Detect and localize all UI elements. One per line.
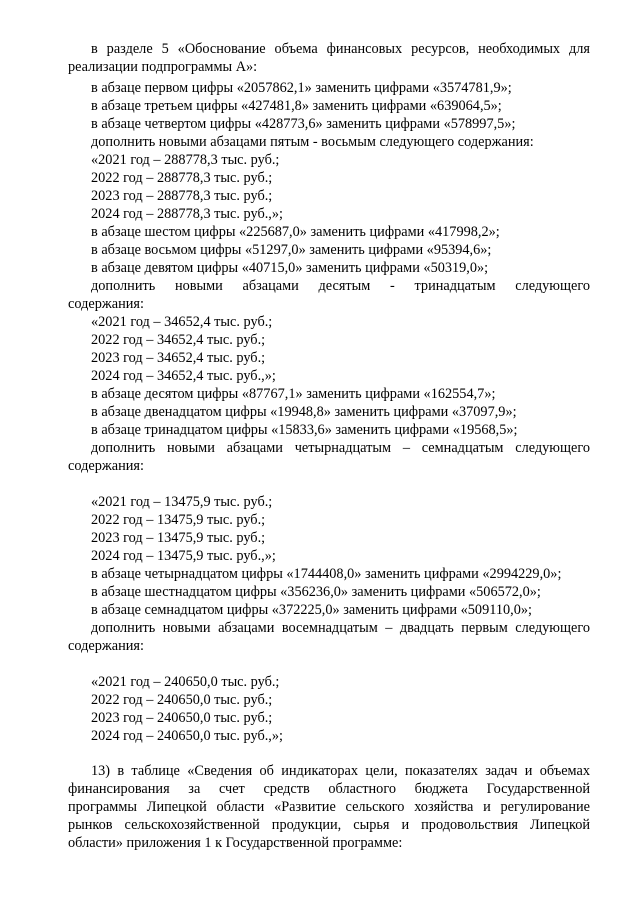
text-line: в абзаце восьмом цифры «51297,0» заменить цифрами «95394,6»; bbox=[91, 242, 492, 258]
text-line: в абзаце первом цифры «2057862,1» заменить цифрами «3574781,9»; bbox=[91, 80, 512, 96]
text-line: 2023 год – 13475,9 тыс. руб.; bbox=[91, 530, 266, 546]
text-line: 2024 год – 240650,0 тыс. руб.,»; bbox=[91, 728, 283, 744]
text-line: в абзаце тринадцатом цифры «15833,6» заменить цифрами «19568,5»; bbox=[91, 422, 518, 438]
text-line: дополнить новыми абзацами четырнадцатым – семнадцатым следующего bbox=[91, 440, 590, 456]
text-line: 2022 год – 13475,9 тыс. руб.; bbox=[91, 512, 266, 528]
text-line: содержания: bbox=[68, 638, 144, 654]
text-line: 2022 год – 240650,0 тыс. руб.; bbox=[91, 692, 273, 708]
text-line: дополнить новыми абзацами десятым - тринадцатым следующего bbox=[91, 278, 590, 294]
text-line: «2021 год – 288778,3 тыс. руб.; bbox=[91, 152, 280, 168]
text-line: 2024 год – 34652,4 тыс. руб.,»; bbox=[91, 368, 276, 384]
text-line: 2022 год – 288778,3 тыс. руб.; bbox=[91, 170, 273, 186]
text-line: в абзаце четвертом цифры «428773,6» заменить цифрами «578997,5»; bbox=[91, 116, 516, 132]
text-line: в абзаце четырнадцатом цифры «1744408,0» заменить цифрами «2994229,0»; bbox=[91, 566, 562, 582]
text-line: 2024 год – 13475,9 тыс. руб.,»; bbox=[91, 548, 276, 564]
text-line: области» приложения 1 к Государственной программе: bbox=[68, 835, 403, 851]
text-line: в абзаце девятом цифры «40715,0» заменить цифрами «50319,0»; bbox=[91, 260, 489, 276]
text-line: в разделе 5 «Обоснование объема финансовых ресурсов, необходимых для bbox=[91, 41, 590, 57]
text-line: 2023 год – 288778,3 тыс. руб.; bbox=[91, 188, 273, 204]
text-line: в абзаце шестом цифры «225687,0» заменить цифрами «417998,2»; bbox=[91, 224, 500, 240]
text-line: «2021 год – 34652,4 тыс. руб.; bbox=[91, 314, 273, 330]
text-line: 13) в таблице «Сведения об индикаторах цели, показателях задач и объемах bbox=[91, 763, 590, 779]
text-line: в абзаце третьем цифры «427481,8» заменить цифрами «639064,5»; bbox=[91, 98, 502, 114]
text-line: реализации подпрограммы А»: bbox=[68, 59, 258, 75]
text-line: «2021 год – 240650,0 тыс. руб.; bbox=[91, 674, 280, 690]
text-line: в абзаце десятом цифры «87767,1» заменить цифрами «162554,7»; bbox=[91, 386, 496, 402]
text-line: содержания: bbox=[68, 458, 144, 474]
text-line: 2022 год – 34652,4 тыс. руб.; bbox=[91, 332, 266, 348]
text-line: в абзаце шестнадцатом цифры «356236,0» заменить цифрами «506572,0»; bbox=[91, 584, 541, 600]
text-line: 2023 год – 240650,0 тыс. руб.; bbox=[91, 710, 273, 726]
text-line: рынков сельскохозяйственной продукции, сырья и продовольствия Липецкой bbox=[68, 817, 590, 833]
text-line: 2023 год – 34652,4 тыс. руб.; bbox=[91, 350, 266, 366]
text-line: программы Липецкой области «Развитие сельского хозяйства и регулирование bbox=[68, 799, 590, 815]
text-line: финансирования за счет средств областного бюджета Государственной bbox=[68, 781, 590, 797]
text-line: «2021 год – 13475,9 тыс. руб.; bbox=[91, 494, 273, 510]
text-line: в абзаце семнадцатом цифры «372225,0» заменить цифрами «509110,0»; bbox=[91, 602, 532, 618]
text-line: дополнить новыми абзацами восемнадцатым – двадцать первым следующего bbox=[91, 620, 590, 636]
text-line: дополнить новыми абзацами пятым - восьмым следующего содержания: bbox=[91, 134, 534, 150]
text-line: в абзаце двенадцатом цифры «19948,8» заменить цифрами «37097,9»; bbox=[91, 404, 517, 420]
text-line: содержания: bbox=[68, 296, 144, 312]
text-line: 2024 год – 288778,3 тыс. руб.,»; bbox=[91, 206, 283, 222]
